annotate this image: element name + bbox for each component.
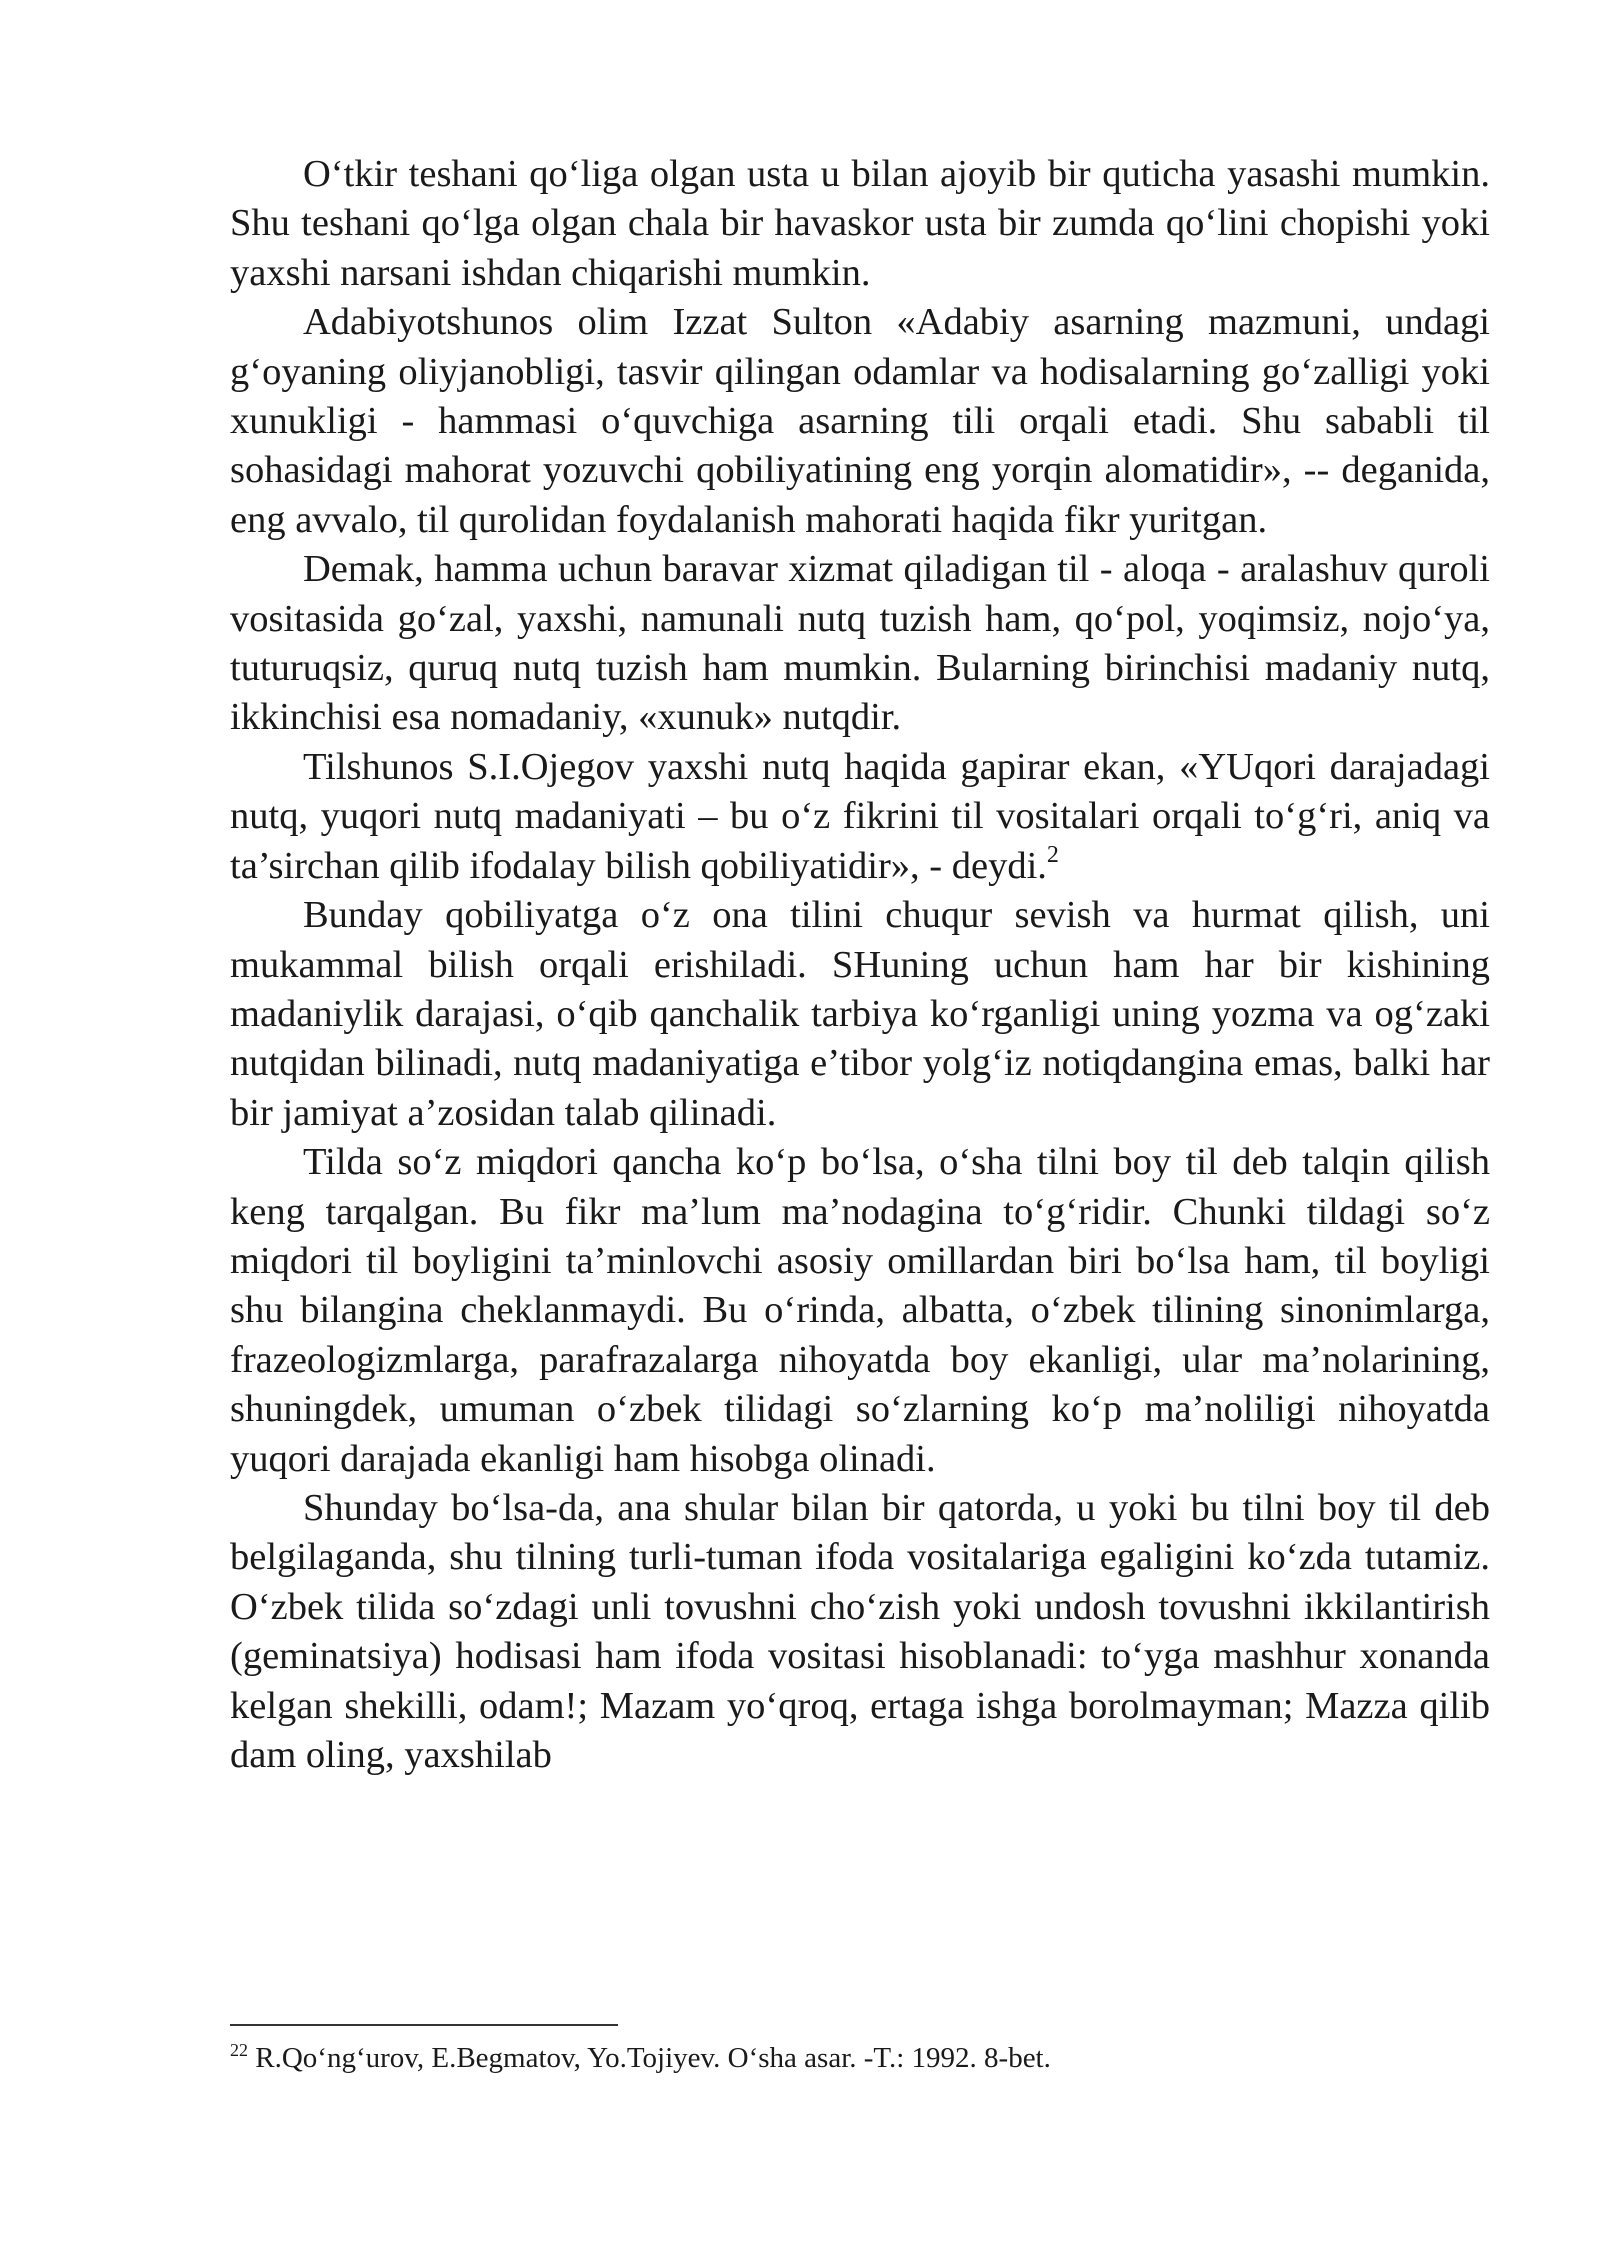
paragraph-4-text: Tilshunos S.I.Ojegov yaxshi nutq haqida gapirar ekan, «YUqori darajadagi nutq, yuqori nutq madaniyati – bu o‘z fikrini til vositalari orqali to‘g‘ri, aniq va ta’sirchan qilib ifodalay bilish qobiliyatidir», - deydi.: [230, 745, 1490, 887]
paragraph-1: O‘tkir teshani qo‘liga olgan usta u bilan ajoyib bir quticha yasashi mumkin. Shu teshani qo‘lga olgan chala bir havaskor usta bir zumda qo‘lini chopishi yoki yaxshi narsani ishdan chiqarishi mumkin.: [230, 153, 1490, 294]
paragraph-4: [230, 743, 1490, 891]
paragraph-6: Tilda so‘z miqdori qancha ko‘p bo‘lsa, o‘sha tilni boy til deb talqin qilish keng tarqalgan. Bu fikr ma’lum ma’nodagina to‘g‘ridir. Chunki tildagi so‘z miqdori til boyligini ta’minlovchi asosiy omillardan biri bo‘lsa ham, til boyligi shu bilangina cheklanmaydi. Bu o‘rinda, albatta, o‘zbek tilining sinonimlarga, frazeologizmlarga, parafrazalarga nihoyatda boy ekanligi, ular ma’nolarining, shuningdek, umuman o‘zbek tilidagi so‘zlarning ko‘p ma’noliligi nihoyatda yuqori darajada ekanligi ham hisobga olinadi.: [230, 1141, 1490, 1480]
paragraph-3: Demak, hamma uchun baravar xizmat qiladigan til - aloqa - aralashuv quroli vositasida go‘zal, yaxshi, namunali nutq tuzish ham, qo‘pol, yoqimsiz, nojo‘ya, tuturuqsiz, quruq nutq tuzish ham mumkin. Bularning birinchisi madaniy nutq, ikkinchisi esa nomadaniy, «xunuk» nutqdir.: [230, 548, 1490, 739]
main-text: [230, 150, 1490, 1780]
footnote: [230, 2040, 1490, 2076]
footnote-separator: [230, 2024, 618, 2026]
paragraph-2: Adabiyotshunos olim Izzat Sulton «Adabiy asarning mazmuni, undagi g‘oyaning oliyjanobligi, tasvir qilingan odamlar va hodisalarning go‘zalligi yoki xunukligi - hammasi o‘quvchiga asarning tili orqali etadi. Shu sababli til sohasidagi mahorat yozuvchi qobiliyatining eng yorqin alomatidir», -- deganida, eng avvalo, til qurolidan foydalanish mahorati haqida fikr yuritgan.: [230, 301, 1490, 541]
footnote-text: R.Qo‘ng‘urov, E.Begmatov, Yo.Tojiyev. O‘sha asar. -T.: 1992. 8-bet.: [248, 2042, 1051, 2074]
footnote-marker: 22: [230, 2040, 248, 2060]
footnote-reference[interactable]: 2: [1046, 841, 1059, 868]
paragraph-5: Bunday qobiliyatga o‘z ona tilini chuqur sevish va hurmat qilish, uni mukammal bilish orqali erishiladi. SHuning uchun ham har bir kishining madaniylik darajasi, o‘qib qanchalik tarbiya ko‘rganligi uning yozma va og‘zaki nutqidan bilinadi, nutq madaniyatiga e’tibor yolg‘iz notiqdangina emas, balki har bir jamiyat a’zosidan talab qilinadi.: [230, 894, 1490, 1134]
paragraph-7: Shunday bo‘lsa-da, ana shular bilan bir qatorda, u yoki bu tilni boy til deb belgilaganda, shu tilning turli-tuman ifoda vositalariga egaligini ko‘zda tutamiz. O‘zbek tilida so‘zdagi unli tovushni cho‘zish yoki undosh tovushni ikkilantirish (geminatsiya) hodisasi ham ifoda vositasi hisoblanadi: to‘yga mashhur xonanda kelgan shekilli, odam!; Mazam yo‘qroq, ertaga ishga borolmayman; Mazza qilib dam oling, yaxshilab: [230, 1486, 1490, 1776]
